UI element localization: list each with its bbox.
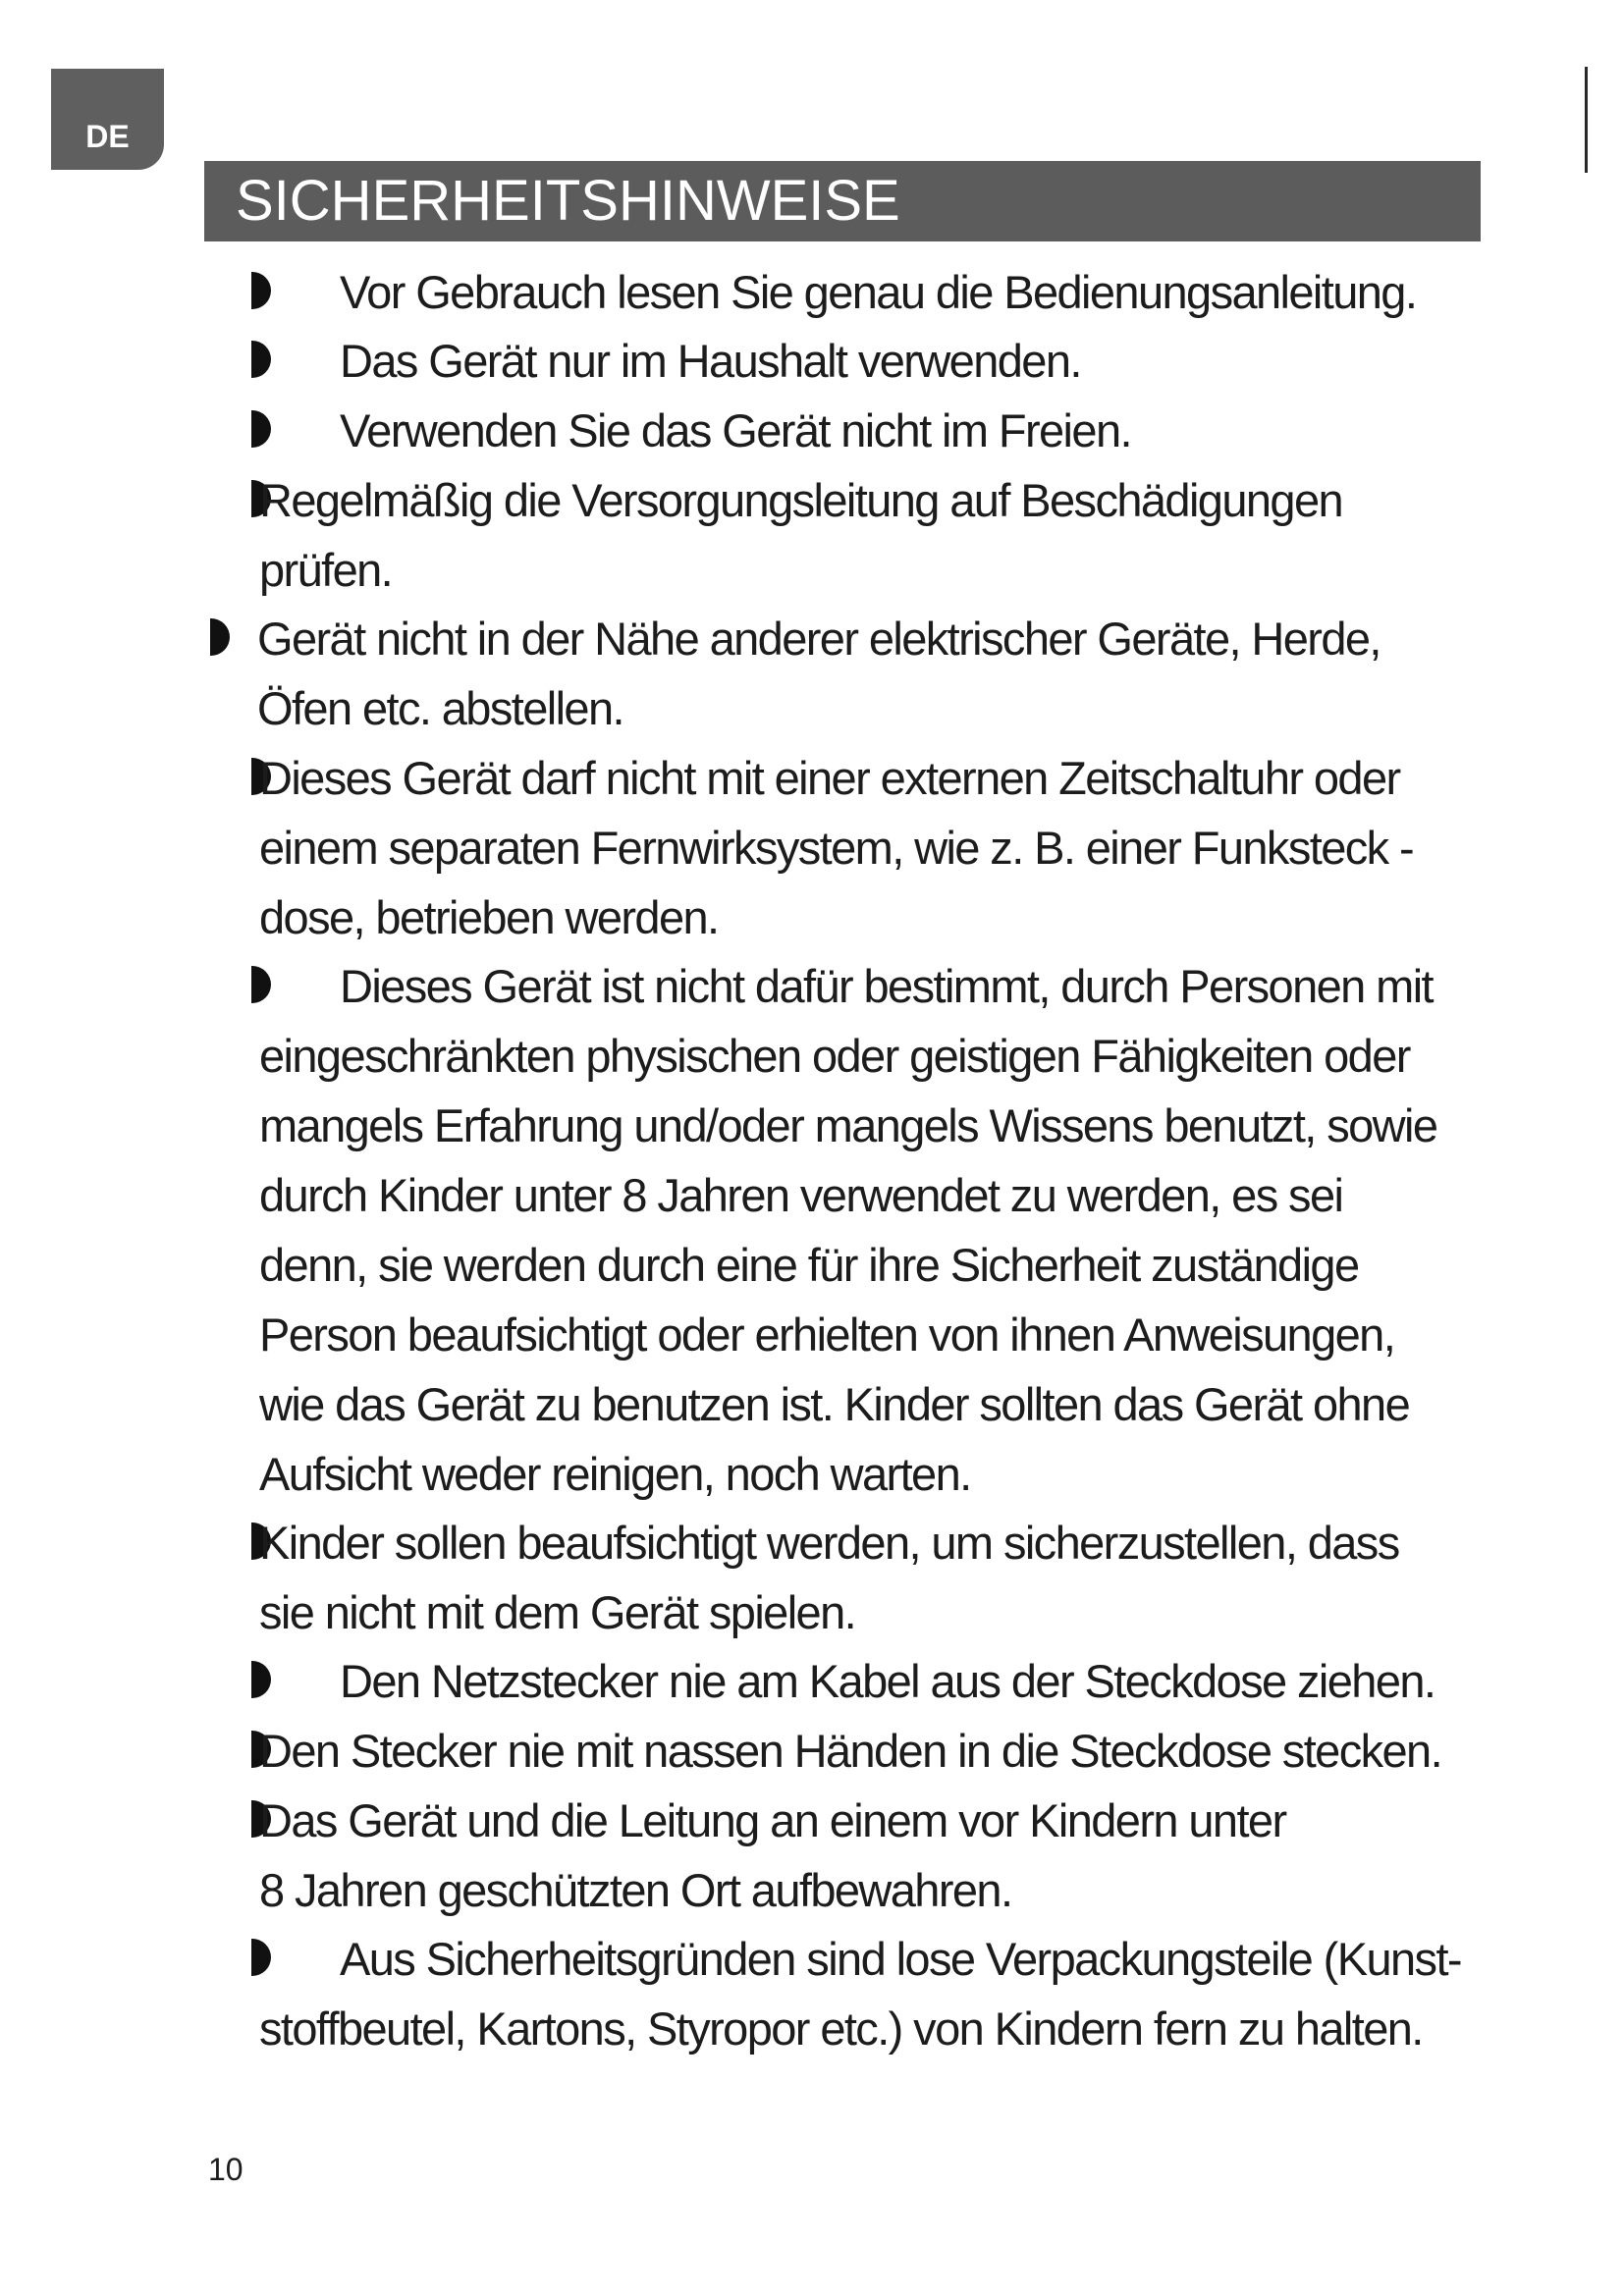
section-title: SICHERHEITSHINWEISE (236, 169, 900, 233)
language-code: DE (85, 119, 130, 154)
safety-item (259, 1508, 1399, 1647)
item-line: prüfen. (259, 544, 393, 596)
item-line: Dieses Gerät ist nicht dafür bestimmt, durch Personen mit (340, 960, 1433, 1012)
item-line: dose, betrieben werden. (259, 891, 719, 943)
safety-item (340, 257, 1416, 327)
item-line: Aus Sicherheitsgründen sind lose Verpackungsteile (Kunst- (340, 1933, 1461, 1985)
item-line: mangels Erfahrung und/oder mangels Wissens benutzt, sowie (259, 1099, 1437, 1151)
item-line: stoffbeutel, Kartons, Styropor etc.) von Kindern fern zu halten. (259, 2002, 1423, 2055)
item-line: einem separaten Fernwirksystem, wie z. B. einer Funksteck - (259, 822, 1414, 874)
page-number: 10 (208, 2152, 244, 2187)
top-right-rule (1585, 67, 1588, 173)
item-line: Öfen etc. abstellen. (257, 682, 623, 734)
item-line: Gerät nicht in der Nähe anderer elektrischer Geräte, Herde, (257, 613, 1380, 665)
bullet-icon (210, 618, 230, 656)
item-line: sie nicht mit dem Gerät spielen. (259, 1586, 856, 1638)
language-tab (51, 69, 164, 170)
item-line: durch Kinder unter 8 Jahren verwendet zu werden, es sei (259, 1169, 1343, 1221)
item-line: Den Netzstecker nie am Kabel aus der Steckdose ziehen. (340, 1655, 1435, 1707)
safety-item (257, 604, 1380, 743)
safety-item (259, 1716, 1441, 1786)
bullet-icon (251, 1661, 271, 1698)
item-line: denn, sie werden durch eine für ihre Sicherheit zuständige (259, 1239, 1359, 1291)
bullet-icon (251, 410, 271, 448)
bullet-icon (251, 341, 271, 378)
item-line: Person beaufsichtigt oder erhielten von ihnen Anweisungen, (259, 1308, 1395, 1361)
item-line: Den Stecker nie mit nassen Händen in die Steckdose stecken. (259, 1725, 1442, 1777)
item-line: eingeschränkten physischen oder geistigen Fähigkeiten oder (259, 1030, 1410, 1082)
item-line: Vor Gebrauch lesen Sie genau die Bedienungsanleitung. (340, 266, 1417, 318)
safety-item (259, 1924, 1461, 2063)
safety-item (259, 951, 1436, 1509)
bullet-icon (251, 272, 271, 309)
safety-item (259, 465, 1342, 605)
item-line: Das Gerät und die Leitung an einem vor Kindern unter (259, 1794, 1286, 1846)
item-line: 8 Jahren geschützten Ort aufbewahren. (259, 1864, 1012, 1916)
item-line: wie das Gerät zu benutzen ist. Kinder sollten das Gerät ohne (259, 1378, 1410, 1430)
item-line: Regelmäßig die Versorgungsleitung auf Beschädigungen (259, 474, 1343, 526)
item-line: Das Gerät nur im Haushalt verwenden. (340, 335, 1081, 387)
safety-item (340, 1646, 1435, 1716)
item-line: Kinder sollen beaufsichtigt werden, um sicherzustellen, dass (259, 1517, 1399, 1569)
safety-item (340, 326, 1081, 396)
item-line: Aufsicht weder reinigen, noch warten. (259, 1448, 971, 1500)
safety-item (340, 396, 1131, 465)
item-line: Dieses Gerät darf nicht mit einer externen Zeitschaltuhr oder (259, 752, 1400, 804)
section-heading (204, 161, 1481, 241)
safety-item (259, 1786, 1286, 1925)
item-line: Verwenden Sie das Gerät nicht im Freien. (340, 404, 1131, 456)
safety-item (259, 743, 1413, 952)
